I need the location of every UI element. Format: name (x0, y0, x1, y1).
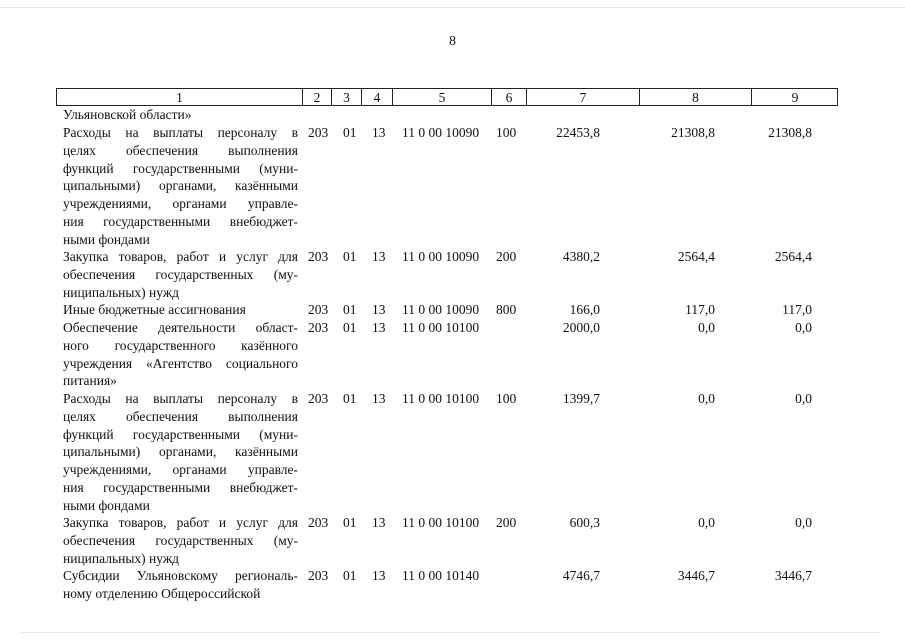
cell-c2: 203 (308, 302, 329, 317)
cell-c8: 0,0 (698, 515, 715, 530)
cell-c3: 01 (343, 302, 357, 317)
scan-artifact (0, 7, 905, 8)
cell-c8: 0,0 (698, 391, 715, 406)
row-description (63, 301, 298, 319)
header-col-8: 8 (639, 89, 751, 105)
description-line: обеспечения государственных (му- (63, 266, 298, 282)
carryover-text: Ульяновской области» (63, 107, 192, 122)
description-line: ниципальных) нужд (63, 550, 180, 566)
cell-c7: 22453,8 (556, 125, 600, 140)
cell-c8: 21308,8 (671, 125, 715, 140)
row-description (63, 248, 298, 301)
cell-c5: 11 0 00 10090 (402, 302, 480, 317)
description-line: Закупка товаров, работ и услуг для (63, 249, 298, 264)
row-description (63, 567, 298, 603)
row-description (63, 390, 298, 515)
cell-c7: 1399,7 (562, 391, 600, 406)
cell-c9: 0,0 (795, 515, 812, 530)
cell-c4: 13 (372, 568, 386, 583)
cell-c5: 11 0 00 10090 (402, 249, 480, 264)
cell-c6: 200 (496, 249, 517, 264)
page-number: 8 (449, 34, 456, 49)
cell-c5: 11 0 00 10100 (402, 391, 480, 406)
cell-c3: 01 (343, 320, 357, 335)
cell-c2: 203 (308, 249, 329, 264)
cell-c9: 117,0 (782, 302, 812, 317)
description-line: Иные бюджетные ассигнования (63, 302, 246, 317)
cell-c9: 3446,7 (774, 568, 812, 583)
description-line: обеспечения государственных (му- (63, 532, 298, 548)
description-line: учреждения «Агентство социального (63, 355, 298, 371)
header-col-6: 6 (491, 89, 526, 105)
description-line: целях обеспечения выполнения (63, 408, 298, 424)
description-line: учреждениями, органами управле- (63, 462, 298, 478)
cell-c2: 203 (308, 320, 329, 335)
description-line: учреждениями, органами управле- (63, 196, 298, 212)
cell-c5: 11 0 00 10090 (402, 125, 480, 140)
table-header-row (56, 88, 838, 106)
header-col-1: 1 (176, 90, 183, 105)
cell-c6: 800 (496, 302, 517, 317)
cell-c3: 01 (343, 568, 357, 583)
description-line: питания» (63, 373, 117, 389)
description-line: ными фондами (63, 497, 150, 513)
description-line: ными фондами (63, 231, 150, 247)
description-line: Субсидии Ульяновскому региональ- (63, 568, 298, 583)
description-line: Закупка товаров, работ и услуг для (63, 515, 298, 530)
description-line: Расходы на выплаты персоналу в (63, 391, 298, 406)
cell-c7: 2000,0 (562, 320, 600, 335)
cell-c7: 4746,7 (562, 568, 600, 583)
header-col-9: 9 (751, 89, 838, 105)
description-line: функций государственными (муни- (63, 160, 298, 176)
cell-c7: 166,0 (569, 302, 600, 317)
description-line: целях обеспечения выполнения (63, 142, 298, 158)
row-description (63, 124, 298, 249)
cell-c4: 13 (372, 391, 386, 406)
cell-c7: 600,3 (569, 515, 600, 530)
description-line: ному отделению Общероссийской (63, 585, 261, 601)
cell-c4: 13 (372, 515, 386, 530)
cell-c6: 100 (496, 391, 517, 406)
cell-c9: 2564,4 (774, 249, 812, 264)
description-line: Расходы на выплаты персоналу в (63, 125, 298, 140)
cell-c4: 13 (372, 320, 386, 335)
cell-c7: 4380,2 (562, 249, 600, 264)
description-line: функций государственными (муни- (63, 426, 298, 442)
header-col-3: 3 (331, 89, 361, 105)
header-col-7: 7 (526, 89, 639, 105)
description-line: ниципальных) нужд (63, 284, 180, 300)
cell-c3: 01 (343, 515, 357, 530)
cell-c5: 11 0 00 10100 (402, 515, 480, 530)
cell-c5: 11 0 00 10140 (402, 568, 480, 583)
header-col-2: 2 (302, 89, 331, 105)
cell-c4: 13 (372, 125, 386, 140)
cell-c3: 01 (343, 391, 357, 406)
description-line: ципальными) органами, казёнными (63, 444, 298, 460)
header-col-4: 4 (361, 89, 392, 105)
cell-c6: 200 (496, 515, 517, 530)
cell-c8: 2564,4 (677, 249, 715, 264)
cell-c4: 13 (372, 302, 386, 317)
cell-c6: 100 (496, 125, 517, 140)
row-description (63, 514, 298, 567)
cell-c2: 203 (308, 125, 329, 140)
cell-c8: 117,0 (685, 302, 715, 317)
description-line: ния государственными внебюджет- (63, 479, 298, 495)
cell-c2: 203 (308, 515, 329, 530)
cell-c4: 13 (372, 249, 386, 264)
description-line: ния государственными внебюджет- (63, 213, 298, 229)
cell-c8: 3446,7 (677, 568, 715, 583)
cell-c3: 01 (343, 125, 357, 140)
cell-c9: 0,0 (795, 320, 812, 335)
cell-c9: 0,0 (795, 391, 812, 406)
row-description (63, 319, 298, 390)
description-line: Обеспечение деятельности област- (63, 320, 298, 335)
cell-c3: 01 (343, 249, 357, 264)
description-line: ного государственного казённого (63, 337, 298, 353)
cell-c9: 21308,8 (768, 125, 812, 140)
cell-c2: 203 (308, 568, 329, 583)
cell-c8: 0,0 (698, 320, 715, 335)
scan-artifact (20, 632, 880, 633)
cell-c2: 203 (308, 391, 329, 406)
description-line: ципальными) органами, казёнными (63, 178, 298, 194)
header-col-5: 5 (392, 89, 491, 105)
cell-c5: 11 0 00 10100 (402, 320, 480, 335)
